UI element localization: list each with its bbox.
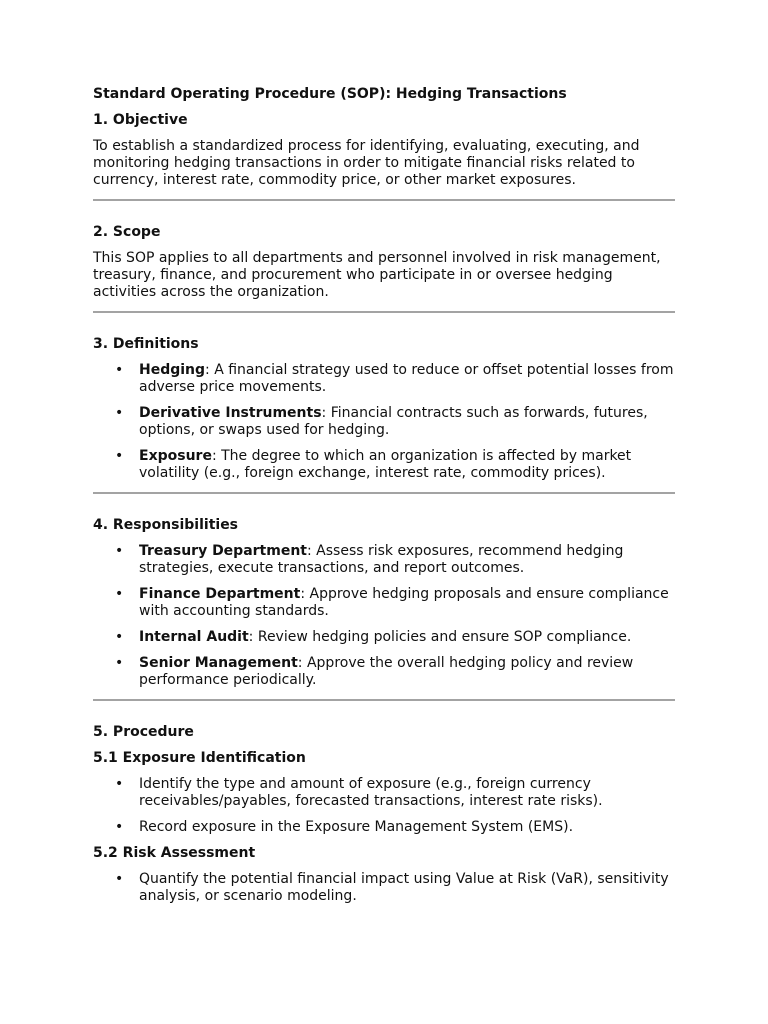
definition-term: Exposure bbox=[139, 448, 212, 464]
bullet-icon: • bbox=[115, 543, 124, 559]
procedure-step-text: Record exposure in the Exposure Management System (EMS). bbox=[139, 819, 574, 835]
definition-item bbox=[93, 448, 675, 482]
document-title: Standard Operating Procedure (SOP): Hedging Transactions bbox=[93, 86, 567, 102]
section-heading-procedure: 5. Procedure bbox=[93, 724, 194, 740]
responsibility-item bbox=[93, 586, 675, 620]
responsibility-item bbox=[93, 629, 675, 646]
bullet-icon: • bbox=[115, 362, 124, 378]
definitions-list bbox=[93, 362, 675, 482]
responsibility-role: Finance Department bbox=[139, 586, 301, 602]
section-heading-objective: 1. Objective bbox=[93, 112, 188, 128]
definition-term: Derivative Instruments bbox=[139, 405, 322, 421]
procedure-step-text: Identify the type and amount of exposure (e.g., foreign currency receivables/payables, forecasted transactions, interest rate risks). bbox=[139, 776, 603, 809]
section-heading-definitions: 3. Definitions bbox=[93, 336, 199, 352]
responsibility-text: : Review hedging policies and ensure SOP compliance. bbox=[248, 629, 632, 645]
section-heading-responsibilities: 4. Responsibilities bbox=[93, 517, 239, 533]
definition-term: Hedging bbox=[139, 362, 206, 378]
subsection-heading-risk-assessment: 5.2 Risk Assessment bbox=[93, 845, 256, 861]
bullet-icon: • bbox=[115, 655, 124, 671]
procedure-step bbox=[93, 819, 675, 836]
bullet-icon: • bbox=[115, 629, 124, 645]
bullet-icon: • bbox=[115, 871, 124, 887]
scope-text: This SOP applies to all departments and personnel involved in risk management, treasury, finance, and procurement who participate in or oversee hedging activities across the organization. bbox=[93, 250, 661, 300]
bullet-icon: • bbox=[115, 776, 124, 792]
procedure-step-text: Quantify the potential financial impact using Value at Risk (VaR), sensitivity analysis, or scenario modeling. bbox=[139, 871, 669, 904]
bullet-icon: • bbox=[115, 586, 124, 602]
definition-item bbox=[93, 405, 675, 439]
responsibility-role: Internal Audit bbox=[139, 629, 249, 645]
responsibility-text: : Approve the overall hedging policy and review performance periodically. bbox=[139, 655, 634, 688]
definition-text: : Financial contracts such as forwards, futures, options, or swaps used for hedging. bbox=[139, 405, 648, 438]
document-body bbox=[93, 86, 675, 905]
bullet-icon: • bbox=[115, 448, 124, 464]
responsibility-role: Senior Management bbox=[139, 655, 298, 671]
definition-text: : A financial strategy used to reduce or offset potential losses from adverse price movements. bbox=[139, 362, 674, 395]
procedure-step bbox=[93, 776, 675, 810]
procedure-step bbox=[93, 871, 675, 905]
responsibility-item bbox=[93, 655, 675, 689]
risk-assessment-list bbox=[93, 871, 675, 905]
responsibility-role: Treasury Department bbox=[139, 543, 307, 559]
bullet-icon: • bbox=[115, 405, 124, 421]
exposure-identification-list bbox=[93, 776, 675, 836]
subsection-heading-exposure-identification: 5.1 Exposure Identification bbox=[93, 750, 306, 766]
responsibilities-list bbox=[93, 543, 675, 689]
bullet-icon: • bbox=[115, 819, 124, 835]
responsibility-item bbox=[93, 543, 675, 577]
responsibility-text: : Approve hedging proposals and ensure compliance with accounting standards. bbox=[139, 586, 669, 619]
definition-item bbox=[93, 362, 675, 396]
definition-text: : The degree to which an organization is affected by market volatility (e.g., foreign exchange, interest rate, commodity prices). bbox=[139, 448, 632, 481]
responsibility-text: : Assess risk exposures, recommend hedging strategies, execute transactions, and report outcomes. bbox=[139, 543, 624, 576]
section-heading-scope: 2. Scope bbox=[93, 224, 161, 240]
objective-text: To establish a standardized process for identifying, evaluating, executing, and monitoring hedging transactions in order to mitigate financial risks related to currency, interest rate, commodity price, or other market exposures. bbox=[93, 138, 640, 188]
